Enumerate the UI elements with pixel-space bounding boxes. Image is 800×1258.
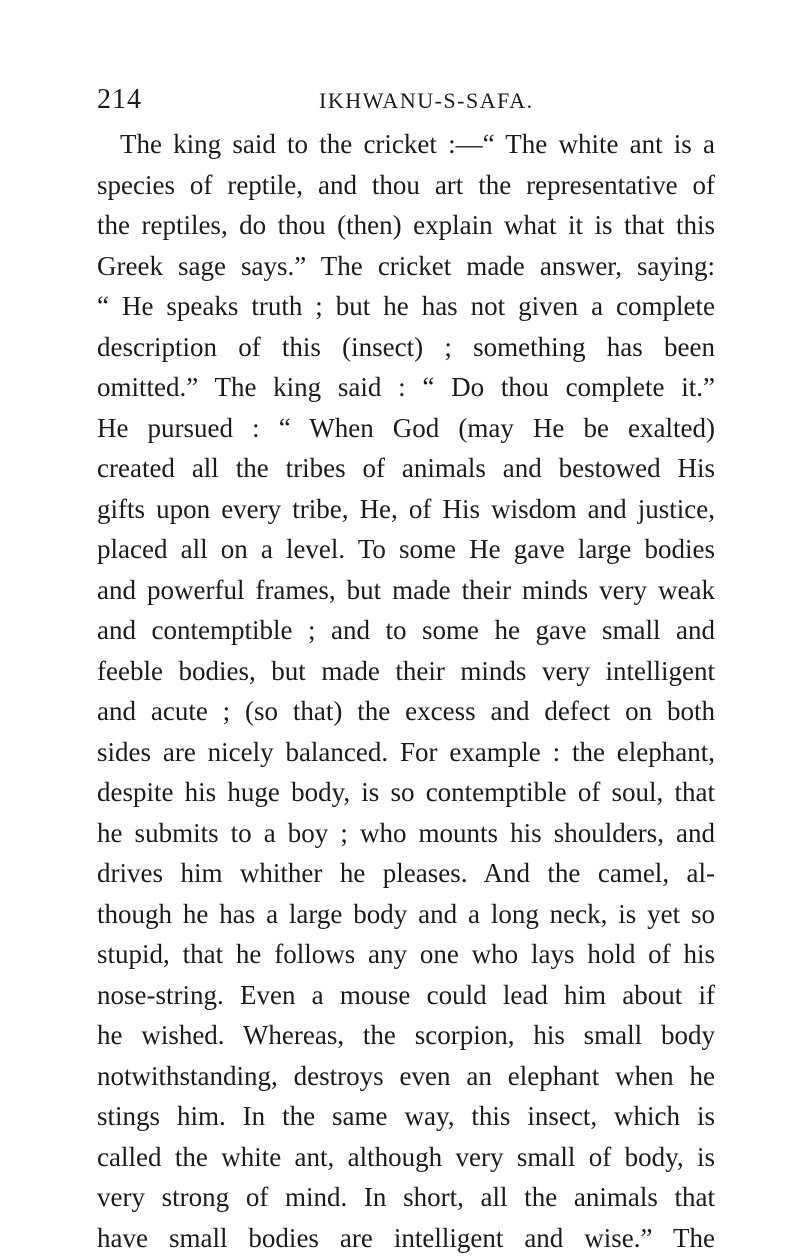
page-number: 214 — [97, 84, 142, 116]
text-line: He pursued : “ When God (may He be exalted) — [97, 408, 715, 449]
body-text — [97, 124, 715, 1258]
text-line: description of this (insect) ; something has been — [97, 327, 715, 368]
text-line: very strong of mind. In short, all the animals that — [97, 1177, 715, 1218]
running-title: IKHWANU-S-SAFA. — [319, 88, 534, 114]
text-line: The king said to the cricket :—“ The white ant is a — [97, 124, 715, 165]
text-line: and acute ; (so that) the excess and defect on both — [97, 691, 715, 732]
text-line: stings him. In the same way, this insect, which is — [97, 1096, 715, 1137]
text-line: created all the tribes of animals and bestowed His — [97, 448, 715, 489]
text-line: stupid, that he follows any one who lays hold of his — [97, 934, 715, 975]
text-line: called the white ant, although very small of body, is — [97, 1137, 715, 1178]
text-line: have small bodies are intelligent and wise.” The — [97, 1218, 715, 1258]
text-line: omitted.” The king said : “ Do thou complete it.” — [97, 367, 715, 408]
text-line: Greek sage says.” The cricket made answer, saying: — [97, 246, 715, 287]
text-line: nose-string. Even a mouse could lead him about if — [97, 975, 715, 1016]
text-line: despite his huge body, is so contemptible of soul, that — [97, 772, 715, 813]
text-line: species of reptile, and thou art the representative of — [97, 165, 715, 206]
text-line: placed all on a level. To some He gave large bodies — [97, 529, 715, 570]
text-line: feeble bodies, but made their minds very intelligent — [97, 651, 715, 692]
text-line: though he has a large body and a long neck, is yet so — [97, 894, 715, 935]
text-line: the reptiles, do thou (then) explain what it is that this — [97, 205, 715, 246]
text-line: he submits to a boy ; who mounts his shoulders, and — [97, 813, 715, 854]
text-line: “ He speaks truth ; but he has not given a complete — [97, 286, 715, 327]
text-line: he wished. Whereas, the scorpion, his small body — [97, 1015, 715, 1056]
text-line: drives him whither he pleases. And the camel, al- — [97, 853, 715, 894]
text-line: and powerful frames, but made their minds very weak — [97, 570, 715, 611]
text-line: notwithstanding, destroys even an elephant when he — [97, 1056, 715, 1097]
text-line: gifts upon every tribe, He, of His wisdom and justice, — [97, 489, 715, 530]
running-head — [97, 84, 715, 124]
text-line: and contemptible ; and to some he gave small and — [97, 610, 715, 651]
text-line: sides are nicely balanced. For example : the elephant, — [97, 732, 715, 773]
